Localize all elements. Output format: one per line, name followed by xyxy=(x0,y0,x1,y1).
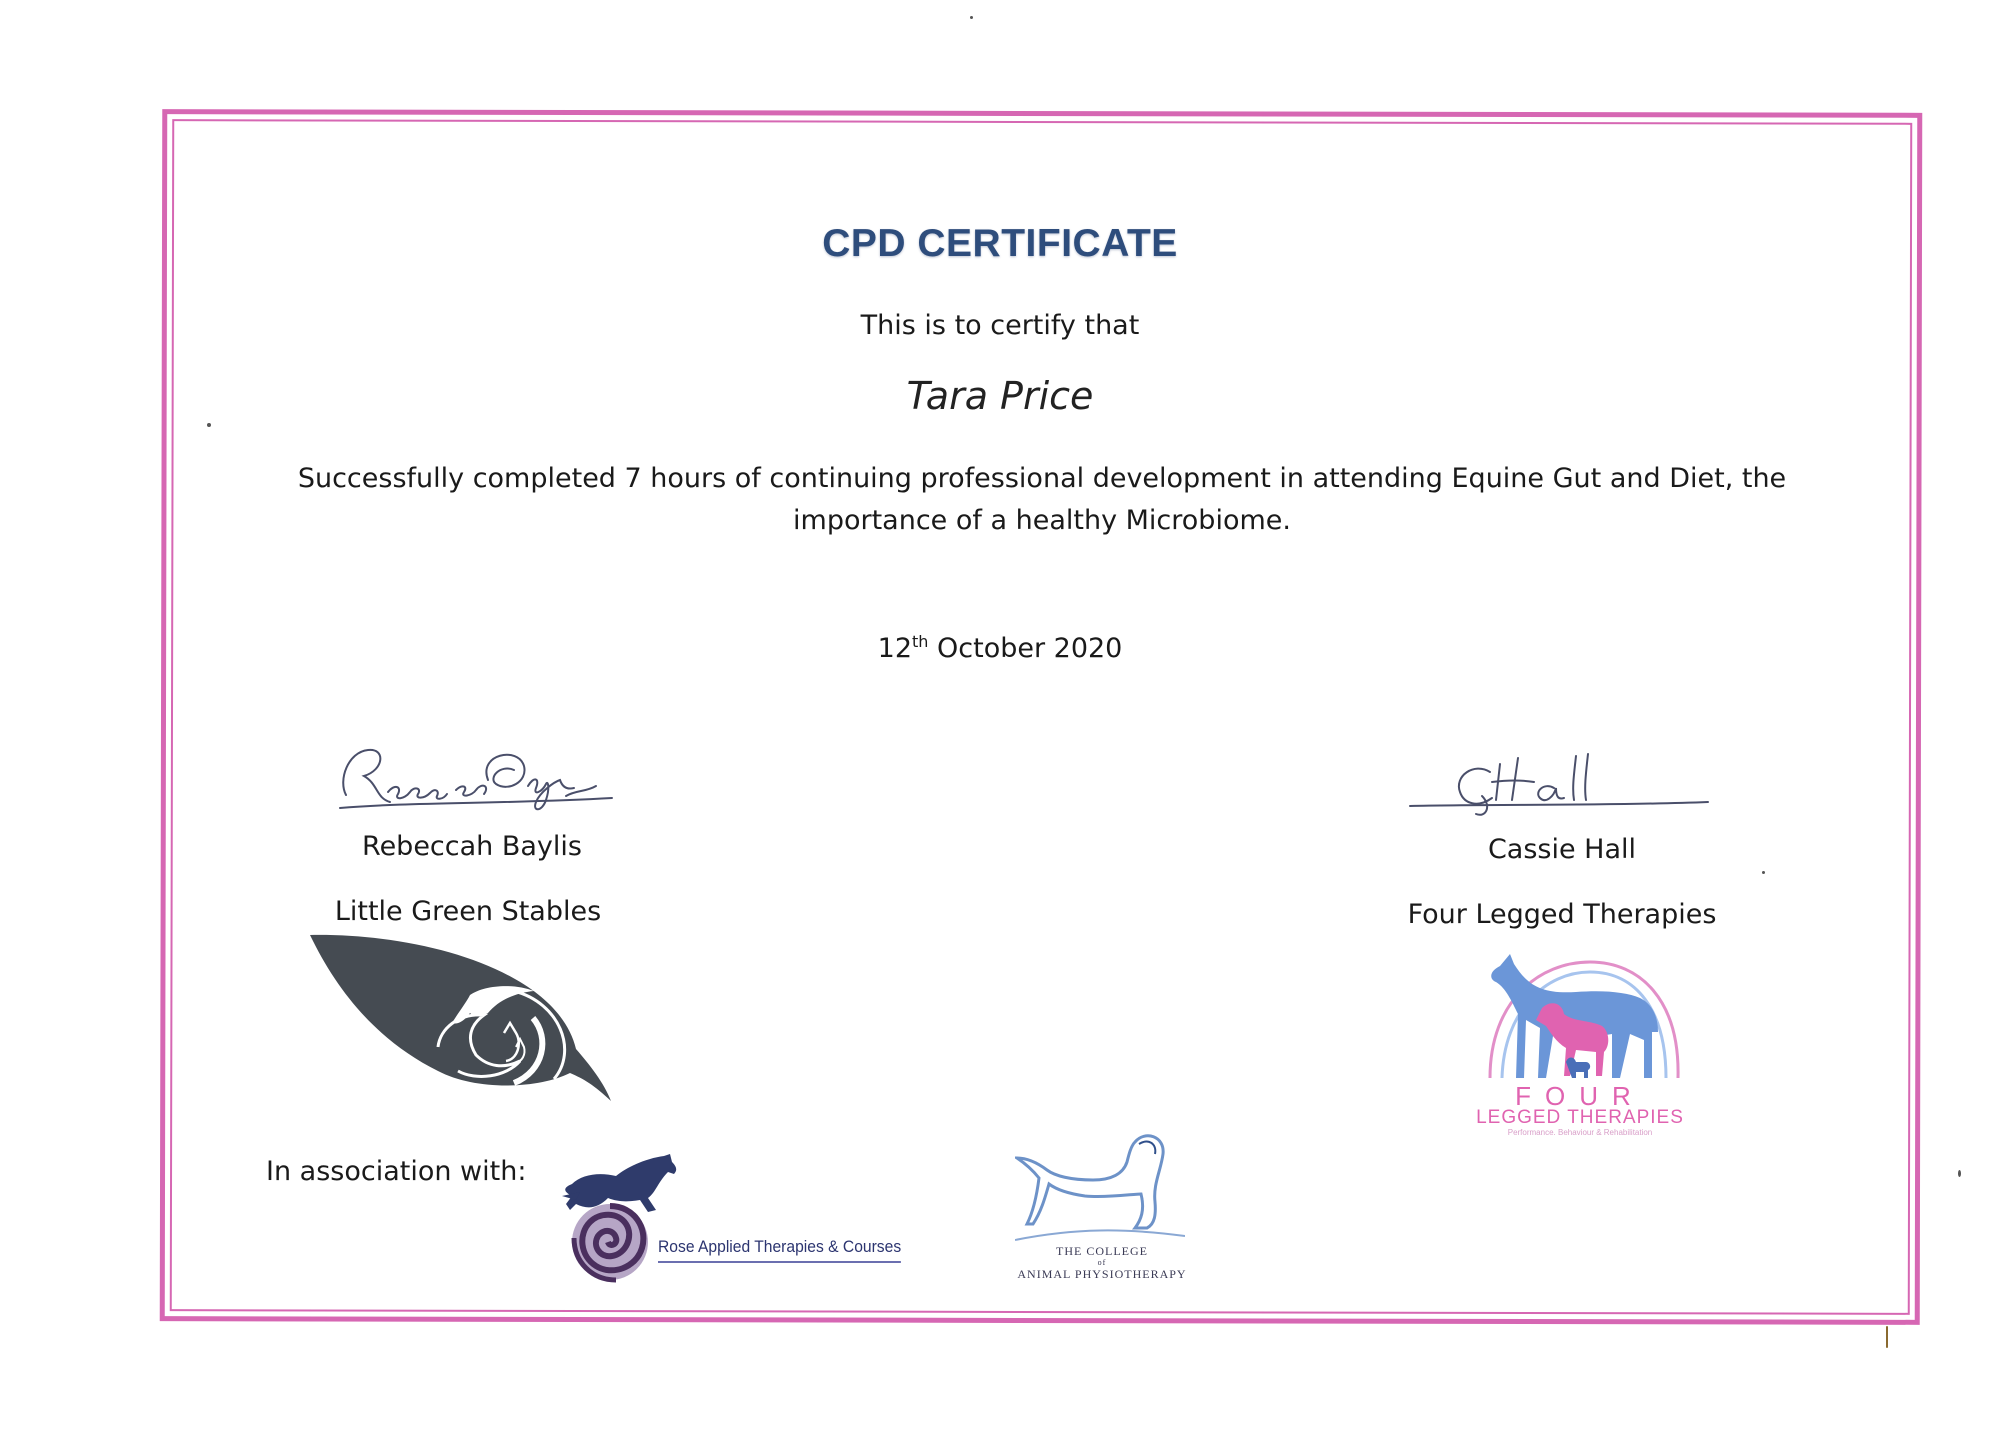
scan-speck xyxy=(970,16,973,19)
date-rest: October 2020 xyxy=(928,633,1123,664)
signatory-org-left: Little Green Stables xyxy=(334,896,602,927)
certify-line: This is to certify that xyxy=(860,310,1140,341)
signature-rebeccah-baylis xyxy=(328,740,618,820)
college-name-line2: of xyxy=(1097,1258,1107,1267)
certificate-date xyxy=(0,632,2000,664)
signature-cassie-hall xyxy=(1408,752,1714,828)
recipient-name: Tara Price xyxy=(906,374,1094,418)
scan-speck xyxy=(1762,871,1765,874)
college-animal-physiotherapy-logo xyxy=(1015,1128,1185,1244)
signatory-name-right: Cassie Hall xyxy=(1487,834,1637,865)
signatory-name-left: Rebeccah Baylis xyxy=(362,831,582,862)
certificate-title: CPD CERTIFICATE xyxy=(822,222,1178,265)
signatory-org-right: Four Legged Therapies xyxy=(1407,899,1717,930)
date-day: 12 xyxy=(877,633,912,664)
scan-speck xyxy=(1958,1170,1961,1177)
four-legged-therapies-logo xyxy=(1480,950,1680,1080)
date-suffix: th xyxy=(912,632,929,651)
certificate-body: Successfully completed 7 hours of continuing professional development in attending Equine Gut and Diet, the importance of a healthy Microbiome. xyxy=(297,463,1787,536)
rose-applied-therapies-logo xyxy=(552,1152,682,1287)
college-animal-physiotherapy-name xyxy=(982,1244,1222,1282)
association-label: In association with: xyxy=(266,1156,527,1187)
rose-applied-therapies-name: Rose Applied Therapies & Courses xyxy=(658,1237,901,1263)
college-name-line1: THE COLLEGE xyxy=(1056,1244,1148,1258)
scan-speck xyxy=(207,423,211,427)
scan-speck xyxy=(1886,1326,1888,1348)
little-green-stables-logo xyxy=(308,933,613,1105)
four-legged-logo-title: FOUR xyxy=(1515,1081,1645,1111)
four-legged-logo-tagline: Performance. Behaviour & Rehabilitation xyxy=(1507,1128,1653,1137)
four-legged-logo-subtitle: LEGGED THERAPIES xyxy=(1476,1107,1684,1128)
college-name-line3: ANIMAL PHYSIOTHERAPY xyxy=(1017,1267,1187,1281)
